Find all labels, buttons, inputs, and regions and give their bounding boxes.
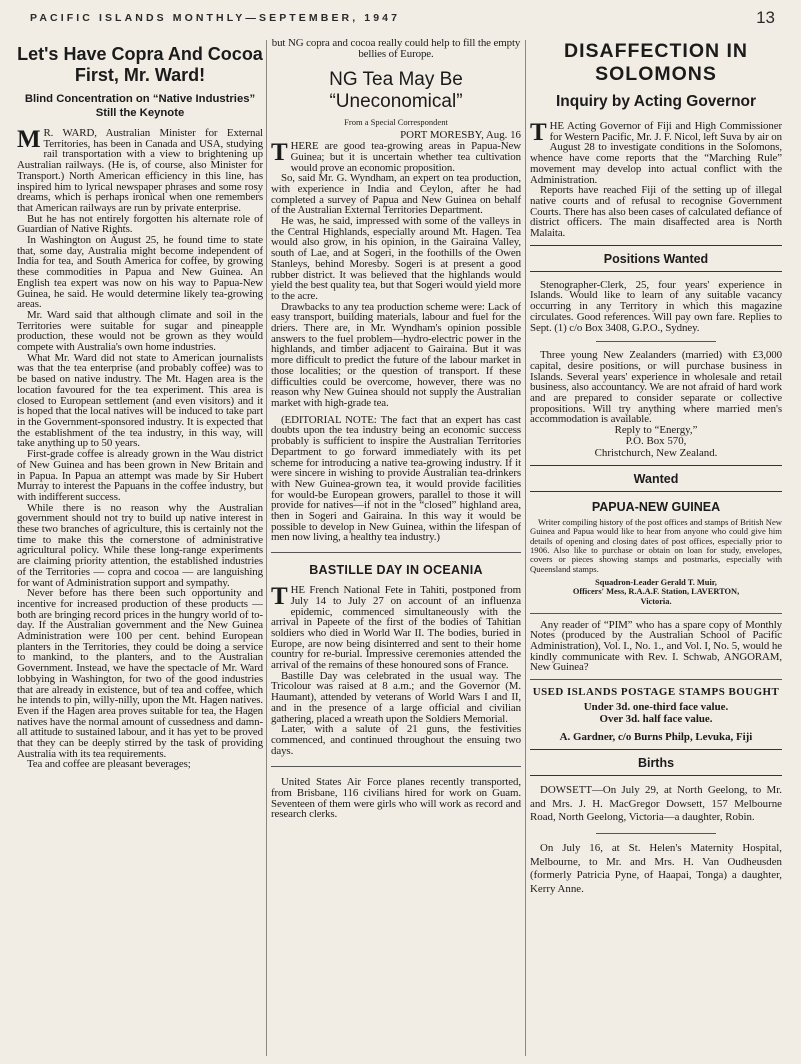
subheadline: Blind Concentration on “Native Industries” Still the Keynote [24,93,256,119]
classified-ad: Any reader of “PIM” who has a spare copy of Monthly Notes (produced by the Australian School of Pacific Administration), Vol. I., No. 1., and Vol. I, No. 5, would he kindly communicate with Rev. I. Schwab, ANGORAM, New Guinea? [530,618,782,674]
headline: Let's Have Copra And Cocoa First, Mr. Ward! [17,44,263,85]
column-rule [525,40,526,1056]
paragraph: THERE are good tea-growing areas in Papua-New Guinea; but it is uncertain whether tea cultivation would prove an economic proposition. [271,139,521,174]
paragraph: Drawbacks to any tea production scheme were: Lack of easy transport, building materials, labour and fuel for the driers. There are, in Mr. Wyndham's opinion possible answers to the fuel problem—hydro-electric power in the highlands, and timber adjacent to Gairaina. But it was more difficult to predict the future of the labour market in those localities; or the question of transport. If these difficulties could be overcome, however, there was no reason why New Guinea should not supply the Australian market with high-grade tea. [271,300,521,409]
paragraph: So, said Mr. G. Wyndham, an expert on tea production, with experience in India and Ceylon, after he had completed a survey of Papua and New Guinea on behalf of the Australian External Territories Department. [271,172,521,217]
paragraph: Never before has there been such opportunity and incentive for increased production of these products — both are bringing record prices in the hungry world of to-day. If the Australian government and the New Guinea Administration were 100 per cent. behind European planters in the Territories, they could be doing a service to mankind, to the planters, and to the Australian Government. Instead, we have the spectacle of Mr. Ward lobbying in Washington, for two of the good industries that are already in existence, but of tea and coffee, which he intends to pin, willy-nilly, upon the Mt. Hagen natives. Even if the Hagen area proves suitable for tea, the Hagen natives have the normal amount of cussedness and damn-all attitude to sustained labour, and it has yet to be proved that they can be deeply stirred by the task of providing Australia with its tea requirements. [17,587,263,760]
reply-address: Reply to “Energy,” P.O. Box 570, Christchurch, New Zealand. [594,424,718,459]
classified-ad: Three young New Zealanders (married) with £3,000 capital, desire positions, or will purchase business in Islands. Several years' experience in wholesale and retail business, also accountancy. We are not afraid of hard work and are prepared to consider separate or collective propositions. Will try anything where married men's accommodation is available. [530,349,782,426]
headline: BASTILLE DAY IN OCEANIA [309,563,483,578]
paragraph: In Washington on August 25, he found time to state that, some day, Australia might become independent of India for tea, and South America for coffee, by growing these commodities in Papua and New Guinea. An English tea expert was now on his way to Papua-New Guinea, he said. He would determine likely tea-growing areas. [17,234,263,311]
divider [271,552,521,553]
article-ng-tea [271,38,521,1058]
column-rule [266,40,267,1056]
ad-heading: USED ISLANDS POSTAGE STAMPS BOUGHT [532,686,780,699]
ad-line: Over 3d. half face value. [599,713,713,726]
ad-address: A. Gardner, c/o Burns Philp, Levuka, Fiji [559,731,753,744]
paragraph: First-grade coffee is already grown in the Wau district of New Guinea and has been grown in New Britain and in Papua. In Papua an attempt was made by Sir Hubert Murray to interest the Papuans in the coffee industry, but with indifferent success. [17,448,263,503]
headline: DISAFFECTION IN SOLOMONS [564,40,748,85]
article-copra-cocoa [17,38,263,1058]
paragraph: What Mr. Ward did not state to American journalists was that the tea enterprise (and probably coffee) was to be based on native industry. The Mt. Hagen area is the location favoured for the tea experiment. This area is closed to European settlement (and even visitors) and it is hoped that the local natives will be induced to take part in the Government-sponsored industry. It is expected that the establishment of the tea industry, in this way, will take anything up to 50 years. [17,351,263,450]
section-heading: Births [530,749,782,776]
drop-cap: M [17,126,41,153]
divider [596,341,716,342]
drop-cap: T [271,583,288,611]
paragraph: Bastille Day was celebrated in the usual way. The Tricolour was raised at 8 a.m.; and the Governor (M. Haumant), attended by veterans of World Wars I and II, and in the presence of a large official and civilian gathering, placed a wreath upon the Soldiers Memorial. [271,669,521,725]
page-number: 13 [756,8,775,27]
ad-line: Under 3d. one-third face value. [583,701,729,714]
birth-notice: On July 16, at St. Helen's Maternity Hospital, Melbourne, to Mr. and Mrs. H. Van Oudheusden (formerly Patricia Pyne, of Haapai, Tonga) a daughter, Kerry Anne. [530,841,782,895]
divider [271,766,521,767]
running-header [30,8,775,30]
paragraph: Mr. Ward said that although climate and soil in the Territories were suitable for sugar and pineapple production, these would not be grown as they would compete with Australia's own home industries. [17,308,263,354]
drop-cap: T [530,119,547,146]
divider [530,613,782,614]
paragraph: But he has not entirely forgotten his alternate role of Guardian of Native Rights. [17,212,263,236]
divider [596,833,716,834]
divider [530,679,782,680]
subheadline: Inquiry by Acting Governor [555,93,757,110]
paragraph: THE French National Fete in Tahiti, postponed from July 14 to July 27 on account of an influenza epidemic, commenced simultaneously with the arrival in Papeete of the first of the bodies of Tahitian soldiers who died in World War II. The bodies, buried in Europe, are now being disinterred and sent to their home country for re-burial. Impressive ceremonies attended the arrival of the remains of these honoured sons of France. [271,583,521,672]
drop-cap: T [271,139,288,167]
ad-signature: Squadron-Leader Gerald T. Muir, Officers' Mess, R.A.A.F. Station, LAVERTON, Victoria. [572,577,740,607]
paragraph: (EDITORIAL NOTE: The fact that an expert has cast doubts upon the tea industry being an economic success probably is sufficient to inspire the Australian Territories Department to go forward immediately with its pet scheme for introducing a native tea-growing industry. If it were sincere in wishing to provide Australian tea-drinkers with New Guinea-grown tea, it would provide facilities for would-be European growers, parallel to those it will provide for natives—if not in the “closed” highland area, then in Sogeri and Gairaina. In this way it would be possible to develop in New Guinea, within the lifespan of men now living, a healthy tea industry.) [271,413,521,544]
section-heading: Wanted [530,465,782,492]
column-right [530,38,782,1058]
paragraph: THE Acting Governor of Fiji and High Commissioner for Western Pacific, Mr. J. F. Nicol, left Suva by air on August 28 to investigate conditions in the Solomons, whence have come reports that the “Marching Rule” movement may develop into actual conflict with the Administration. [530,119,782,186]
paragraph: While there is no reason why the Australian government should not try to build up native interest in these two branches of agriculture, this is certainly not the time to make this the cornerstone of administrative agricultural policy. While these long-range experiments are claiming priority attention, the established industries of the Territories — copra and cocoa — are languishing for want of Administration support and sympathy. [17,501,263,589]
section-heading: Positions Wanted [530,245,782,272]
classified-ad: Writer compiling history of the post offices and stamps of British New Guinea and Papua would like to hear from anyone who could give him details of opening and closing dates of post offices, especially prior to 1906. Also like to purchase or obtain on loan for study, envelopes, covers or pieces showing stamps and postmarks, especially with Queensland stamps. [530,517,782,574]
dateline: PORT MORESBY, Aug. 16 [400,129,521,142]
byline: From a Special Correspondent [344,117,448,128]
paragraph: M R. WARD, Australian Minister for External Territories, has been in Canada and USA, studying rail transportation with a view to brightening up Australian railways. (He is, of course, also Minister for Transport.) North American efficiency in this line, has inspired him to lyrical newspaper phrases and some rosy dreams, which is perhaps ironical when one remembers that American railways are run by private enterprise. [17,126,263,214]
paragraph: Reports have reached Fiji of the setting up of illegal native courts and of refusal to recognise Government Courts. There has also been cases of calculated defiance of district officers. The main disaffected area is North Malaita. [530,184,782,240]
classified-ad: Stenographer-Clerk, 25, four years' experience in Islands. Would like to learn of any suitable vacancy occurring in any Territory in which this magazine circulates. Good references. Will pay own fare. Replies to Sept. (1) c/o Box 3408, G.P.O., Sydney. [530,278,782,334]
ad-heading: PAPUA-NEW GUINEA [591,500,721,515]
paragraph: He was, he said, impressed with some of the valleys in the Central Highlands, especially around Mt. Hagen. Tea would also grow, in his opinion, in the Gairaina Valley, south of Lae, and at Sogeri, in the foothills of the Owen Stanleys, behind Moresby. Sogeri is at present a good rubber district. It was believed that the highlands would yield the best quality tea, but that Sogeri would yield more to the acre. [271,215,521,302]
headline: NG Tea May Be “Uneconomical” [329,69,463,113]
running-title: PACIFIC ISLANDS MONTHLY—SEPTEMBER, 1947 [30,12,401,24]
paragraph: United States Air Force planes recently transported, from Brisbane, 116 civilians hired for work on Guam. Seventeen of them were girls who will work as record and research clerks. [271,776,521,821]
carry-over-text: but NG copra and cocoa really could help to fill the empty bellies of Europe. [271,38,521,60]
paragraph: Later, with a salute of 21 guns, the festivities commenced, and continued throughout the ensuing two days. [271,723,521,757]
paragraph: Tea and coffee are pleasant beverages; [27,758,191,771]
birth-notice: DOWSETT—On July 29, at North Geelong, to Mr. and Mrs. J. H. MacGregor Dowsett, 157 Melbourne Road, North Geelong, Victoria—a daughter, Robin. [530,784,782,824]
